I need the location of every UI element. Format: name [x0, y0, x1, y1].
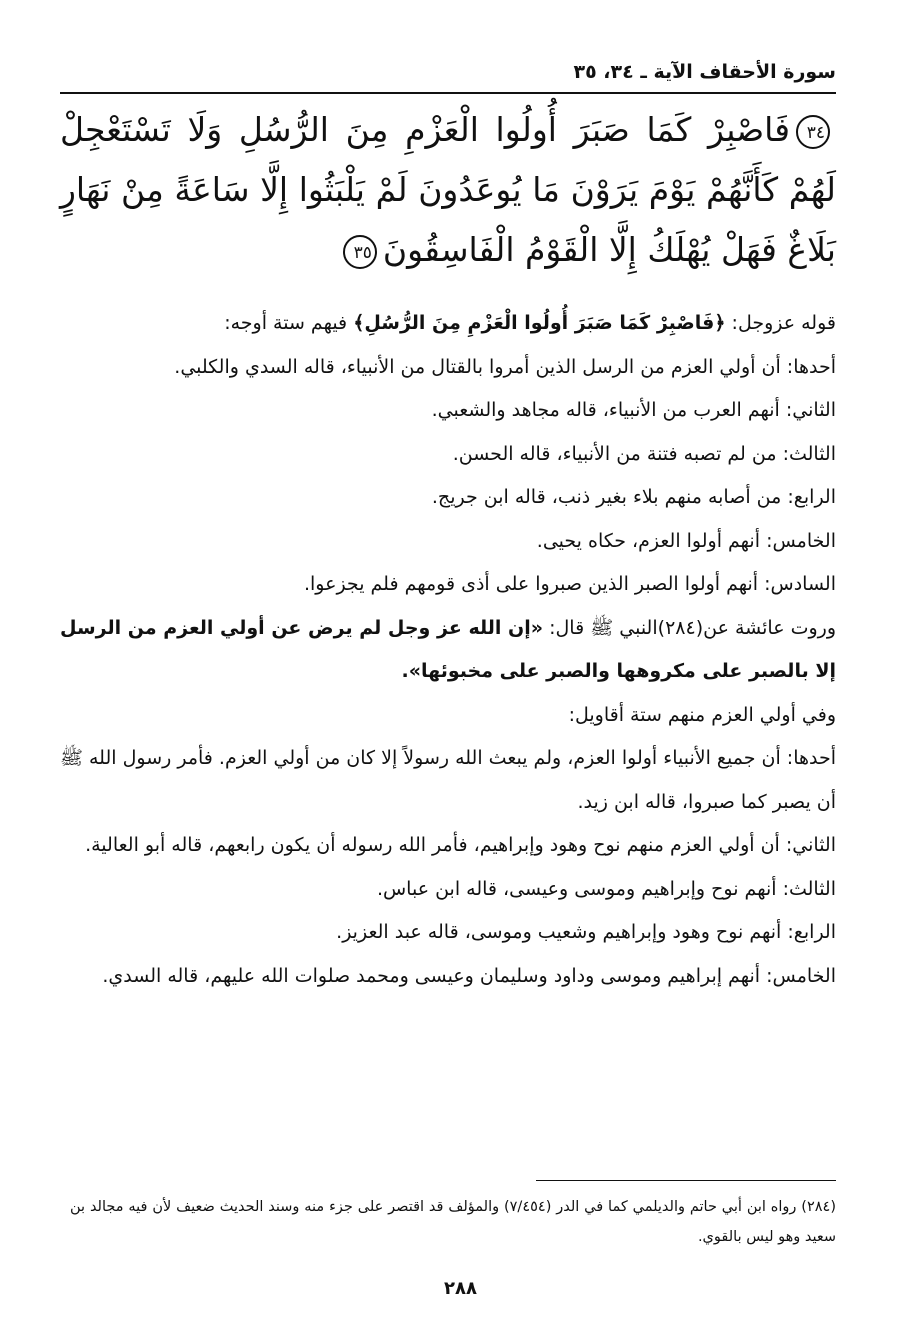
paragraph-view-5 [60, 520, 836, 564]
paragraph-view-2 [60, 389, 836, 433]
running-header [60, 52, 836, 94]
paragraph-saying-2: الثاني: أن أولي العزم منهم نوح وهود وإبراهيم، فأمر الله رسوله أن يكون رابعهم، قاله أبو العالية. [85, 834, 836, 856]
paragraph-hadith [60, 607, 836, 694]
hadith-mid: النبي ﷺ قال: [549, 616, 658, 639]
view-2-text: أنهم العرب من الأنبياء، قاله مجاهد والشعبي. [431, 399, 780, 421]
paragraph-saying-3 [60, 868, 836, 912]
view-5-label: الخامس: [766, 529, 836, 552]
view-6-label: السادس: [764, 573, 836, 595]
view-3-label: الثالث: [782, 442, 836, 465]
hadith-lead: وروت عائشة عن [703, 616, 837, 639]
paragraph-saying-4 [60, 911, 836, 955]
surah-title: سورة الأحقاف الآية ـ ٣٤، ٣٥ [573, 61, 836, 83]
footnote-ref: (٢٨٤) [657, 616, 704, 639]
footnote [70, 1192, 836, 1252]
ayah-marker-34: ٣٤ [796, 115, 830, 149]
saying-3-text: أنهم نوح وإبراهيم وموسى وعيسى، قاله ابن عباس. [376, 877, 777, 900]
paragraph-view-4 [60, 476, 836, 520]
saying-4-label: الرابع: [787, 921, 836, 943]
paragraph-view-3 [60, 433, 836, 477]
paragraph-view-6 [60, 563, 836, 607]
page-number: ٢٨٨ [444, 1278, 477, 1299]
paragraph-sayings-intro: وفي أولي العزم منهم ستة أقاويل: [568, 703, 836, 726]
intro-tail: فيهم ستة أوجه: [224, 312, 348, 334]
view-2-label: الثاني: [785, 399, 836, 421]
paragraph-saying-5: الخامس: أنهم إبراهيم وموسى وداود وسليمان وعيسى ومحمد صلوات الله عليهم، قاله السدي. [102, 964, 836, 987]
footnote-divider [536, 1180, 836, 1181]
view-4-label: الرابع: [787, 486, 836, 508]
paragraph-intro [60, 302, 836, 346]
ayah-marker-35: ٣٥ [343, 235, 377, 269]
view-4-text: من أصابه منهم بلاء بغير ذنب، قاله ابن جريج. [431, 486, 782, 508]
view-5-text: أنهم أولوا العزم، حكاه يحيى. [536, 529, 761, 552]
footnote-text: (٢٨٤) رواه ابن أبي حاتم والديلمي كما في الدر (٧/٤٥٤) والمؤلف قد اقتصر على جزء منه وسند الحديث ضعيف لأن فيه مجالد بن سعيد وهو ليس بالقوي. [70, 1199, 837, 1245]
paragraph-view-1: أحدها: أن أولي العزم من الرسل الذين أمروا بالقتال من الأنبياء، قاله السدي والكلبي. [174, 355, 836, 378]
commentary-text [60, 302, 836, 1182]
view-6-text: أنهم أولوا الصبر الذين صبروا على أذى قومهم فلم يجزعوا. [303, 573, 759, 595]
intro-lead: قوله عزوجل: [731, 312, 836, 334]
hadith-quote: «إن الله عز وجل لم يرض عن أولي العزم من الرسل إلا بالصبر على مكروهها والصبر على مخبوئها». [60, 616, 836, 682]
saying-4-text: أنهم نوح وهود وإبراهيم وشعيب وموسى، قاله عبد العزيز. [336, 921, 782, 943]
intro-quote: ﴿فَاصْبِرْ كَمَا صَبَرَ أُولُوا الْعَزْمِ مِنَ الرُّسُلِ﴾ [353, 312, 726, 334]
paragraph-saying-1: أحدها: أن جميع الأنبياء أولوا العزم، ولم يبعث الله رسولاً إلا كان من أولي العزم. فأمر رسول الله ﷺ أن يصبر كما صبروا، قاله ابن زيد. [60, 747, 836, 813]
quran-text: فَاصْبِرْ كَمَا صَبَرَ أُولُوا الْعَزْمِ مِنَ الرُّسُلِ وَلَا تَسْتَعْجِلْ لَهُمْ كَأَنَّهُمْ يَوْمَ يَرَوْنَ مَا يُوعَدُونَ لَمْ يَلْبَثُوا إِلَّا سَاعَةً مِنْ نَهَارٍ بَلَاغٌ فَهَلْ يُهْلَكُ إِلَّا الْقَوْمُ الْفَاسِقُونَ [60, 110, 836, 269]
saying-3-label: الثالث: [782, 877, 836, 900]
quran-verses [60, 100, 836, 280]
view-3-text: من لم تصبه فتنة من الأنبياء، قاله الحسن. [452, 442, 777, 465]
